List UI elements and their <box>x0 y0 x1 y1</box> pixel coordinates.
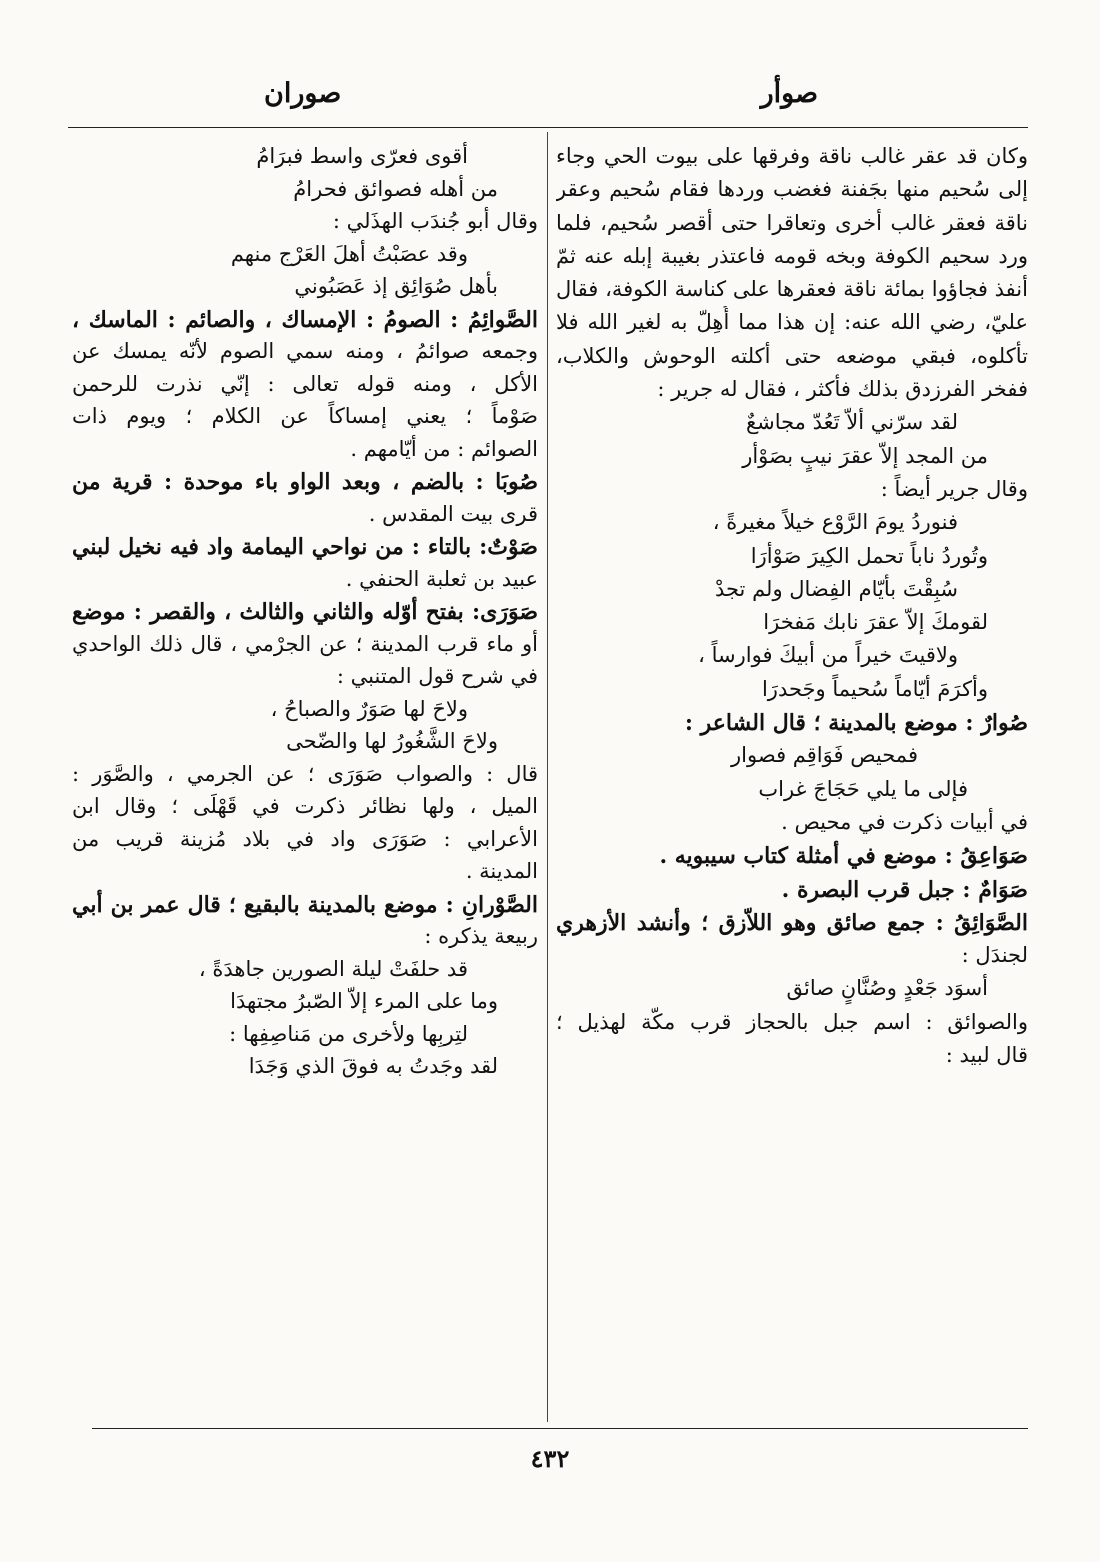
header-rule <box>68 127 1028 128</box>
text-line: قال لبيد : <box>945 1043 1028 1068</box>
text-line: لجندَل : <box>961 943 1028 968</box>
running-header <box>68 72 1028 122</box>
text-line: وقال جرير أيضاً : <box>880 476 1028 501</box>
verse-line: فمحيص فَوَاقِم فصوار <box>731 743 918 768</box>
verse-line: فنوردُ يومَ الرَّوْع خيلاً مغيرةً ، <box>712 510 958 535</box>
running-headword-left: صوران <box>264 78 342 109</box>
text-line: إلى سُحيم منها بجَفنة فغضب وردها فقام سُحيم وعقر <box>556 177 1028 202</box>
page-number: ٤٣٢ <box>530 1444 570 1473</box>
verse-line: سُبِقْتَ بأيّام الفِضال ولم تجدْ <box>714 576 958 601</box>
column-divider <box>547 132 548 1422</box>
text-line: عبيد بن ثعلبة الحنفي . <box>345 566 538 591</box>
verse-line: لقومكَ إلاّ عقرَ نابك مَفخرَا <box>763 610 988 635</box>
footer-rule <box>92 1428 1028 1429</box>
verse-line: فإلى ما يلي حَجَاجَ غراب <box>758 776 968 801</box>
text-line: وقال أبو جُندَب الهذَلي : <box>332 209 538 233</box>
text-line: تأكلوه، فبقي موضعه حتى أكلته الوحوش والكلاب، <box>556 343 1028 368</box>
verse-line: أقوى فعرّى واسط فبرَامُ <box>256 144 468 168</box>
verse-line: ولاحَ الشَّغُورُ لها والضّحى <box>286 729 498 753</box>
verse-line: ولاحَ لها صَوَرٌ والصباحُ ، <box>270 696 468 721</box>
entry-line: الصَّوَائِقُ : جمع صائق وهو اللاّزق ؛ وأنشد الأزهري <box>556 909 1028 936</box>
text-line: ربيعة يذكره : <box>424 924 538 948</box>
text-line: قرى بيت المقدس . <box>368 501 538 526</box>
text-line: أو ماء قرب المدينة ؛ عن الجرْمي ، قال ذلك الواحدي <box>72 631 538 656</box>
text-line: الأكل ، ومنه قوله تعالى : إنّي نذرت للرحمن <box>72 371 538 396</box>
entry-line: الصَّوْرانِ : موضع بالمدينة بالبقيع ؛ قال عمر بن أبي <box>72 891 538 918</box>
entry-line: صَوْتٌ: بالتاء : من نواحي اليمامة واد فيه نخيل لبني <box>72 534 538 560</box>
text-line: ناقة فعقر غالب أخرى وتعاقرا حتى أقصر سُحيم، فلما <box>556 210 1028 235</box>
text-line: أنفذ فجاؤوا بمائة ناقة فعقرها على كناسة الكوفة، فقال <box>556 277 1028 302</box>
text-line: الميل ، ولها نظائر ذكرت في قَهْلَى ؛ وقال ابن <box>72 794 538 818</box>
verse-line: قد حلفَتْ ليلة الصورين جاهدَةً ، <box>198 956 468 981</box>
text-line: وجمعه صوائمُ ، ومنه سمي الصوم لأنّه يمسك عن <box>72 339 538 363</box>
text-line: والصوائق : اسم جبل بالحجاز قرب مكّة لهذيل ؛ <box>556 1009 1028 1034</box>
text-line: في شرح قول المتنبي : <box>336 664 538 688</box>
verse-line: وأكرَمَ أيّاماً سُحيماً وجَحدرَا <box>761 676 988 701</box>
verse-line: لقد وجَدتُ به فوقَ الذي وَجَدَا <box>248 1054 498 1078</box>
entry-line: صُوارٌ : موضع بالمدينة ؛ قال الشاعر : <box>684 710 1028 737</box>
text-line: قال : والصواب صَوَرَى ؛ عن الجرمي ، والصَّوَر : <box>72 761 538 786</box>
left-column <box>72 140 538 1430</box>
text-line: عليّ، رضي الله عنه: إن هذا مما أُهِلّ به لغير الله فلا <box>556 310 1028 335</box>
running-headword-right: صوأر <box>760 78 818 109</box>
verse-line: أسوَد جَعْدٍ وصُنَّانٍ صائق <box>786 976 988 1001</box>
entry-line: صَوَامٌ : جبل قرب البصرة . <box>781 876 1028 903</box>
verse-line: لقد سرّني ألاّ تَعُدّ مجاشعٌ <box>745 410 958 435</box>
verse-line: لتِربِها ولأخرى من مَناصِفِها : <box>229 1021 468 1046</box>
text-line: وكان قد عقر غالب ناقة وفرقها على بيوت الحي وجاء <box>556 144 1028 168</box>
verse-line: من أهله فصوائق فحرامُ <box>293 176 498 201</box>
text-line: الأعرابي : صَوَرَى واد في بلاد مُزينة قريب من <box>72 826 538 851</box>
text-line: صَوْماً ؛ يعني إمساكاً عن الكلام ؛ ويوم ذات <box>72 404 538 428</box>
verse-line: بأهل صُوَائِق إذ عَصَبُوني <box>294 274 498 298</box>
verse-line: من المجد إلاّ عقرَ نيبٍ بصَوْأر <box>742 443 988 468</box>
text-line: ففخر الفرزدق بذلك فأكثر ، فقال له جرير : <box>657 377 1028 402</box>
entry-line: صَوَرَى: بفتح أوّله والثاني والثالث ، والقصر : موضع <box>72 599 538 625</box>
entry-line: صَوَاعِقُ : موضع في أمثلة كتاب سيبويه . <box>659 843 1028 870</box>
verse-line: ولاقيتَ خيراً من أبيكَ فوارساً ، <box>698 643 958 668</box>
text-line: ورد سحيم الكوفة وبخه قومه فاعتذر بغيبة إبله عنه ثمّ <box>556 243 1028 268</box>
text-line: المدينة . <box>465 859 538 883</box>
entry-line: الصَّوائِمُ : الصومُ : الإمساك ، والصائم : الماسك ، <box>72 306 538 333</box>
verse-line: وما على المرء إلاّ الصّبرُ مجتهدَا <box>230 989 498 1013</box>
text-line: في أبيات ذكرت في محيص . <box>781 809 1028 834</box>
text-line: الصوائم : من أيّامهم . <box>350 436 538 461</box>
entry-line: صُوبَا : بالضم ، وبعد الواو باء موحدة : قرية من <box>72 469 538 495</box>
verse-line: وتُوردُ ناباً تحمل الكِيرَ صَوْأرَا <box>750 543 988 568</box>
verse-line: وقد عصَبْتُ أهلَ العَرْج منهم <box>230 241 468 266</box>
right-column <box>556 140 1028 1430</box>
